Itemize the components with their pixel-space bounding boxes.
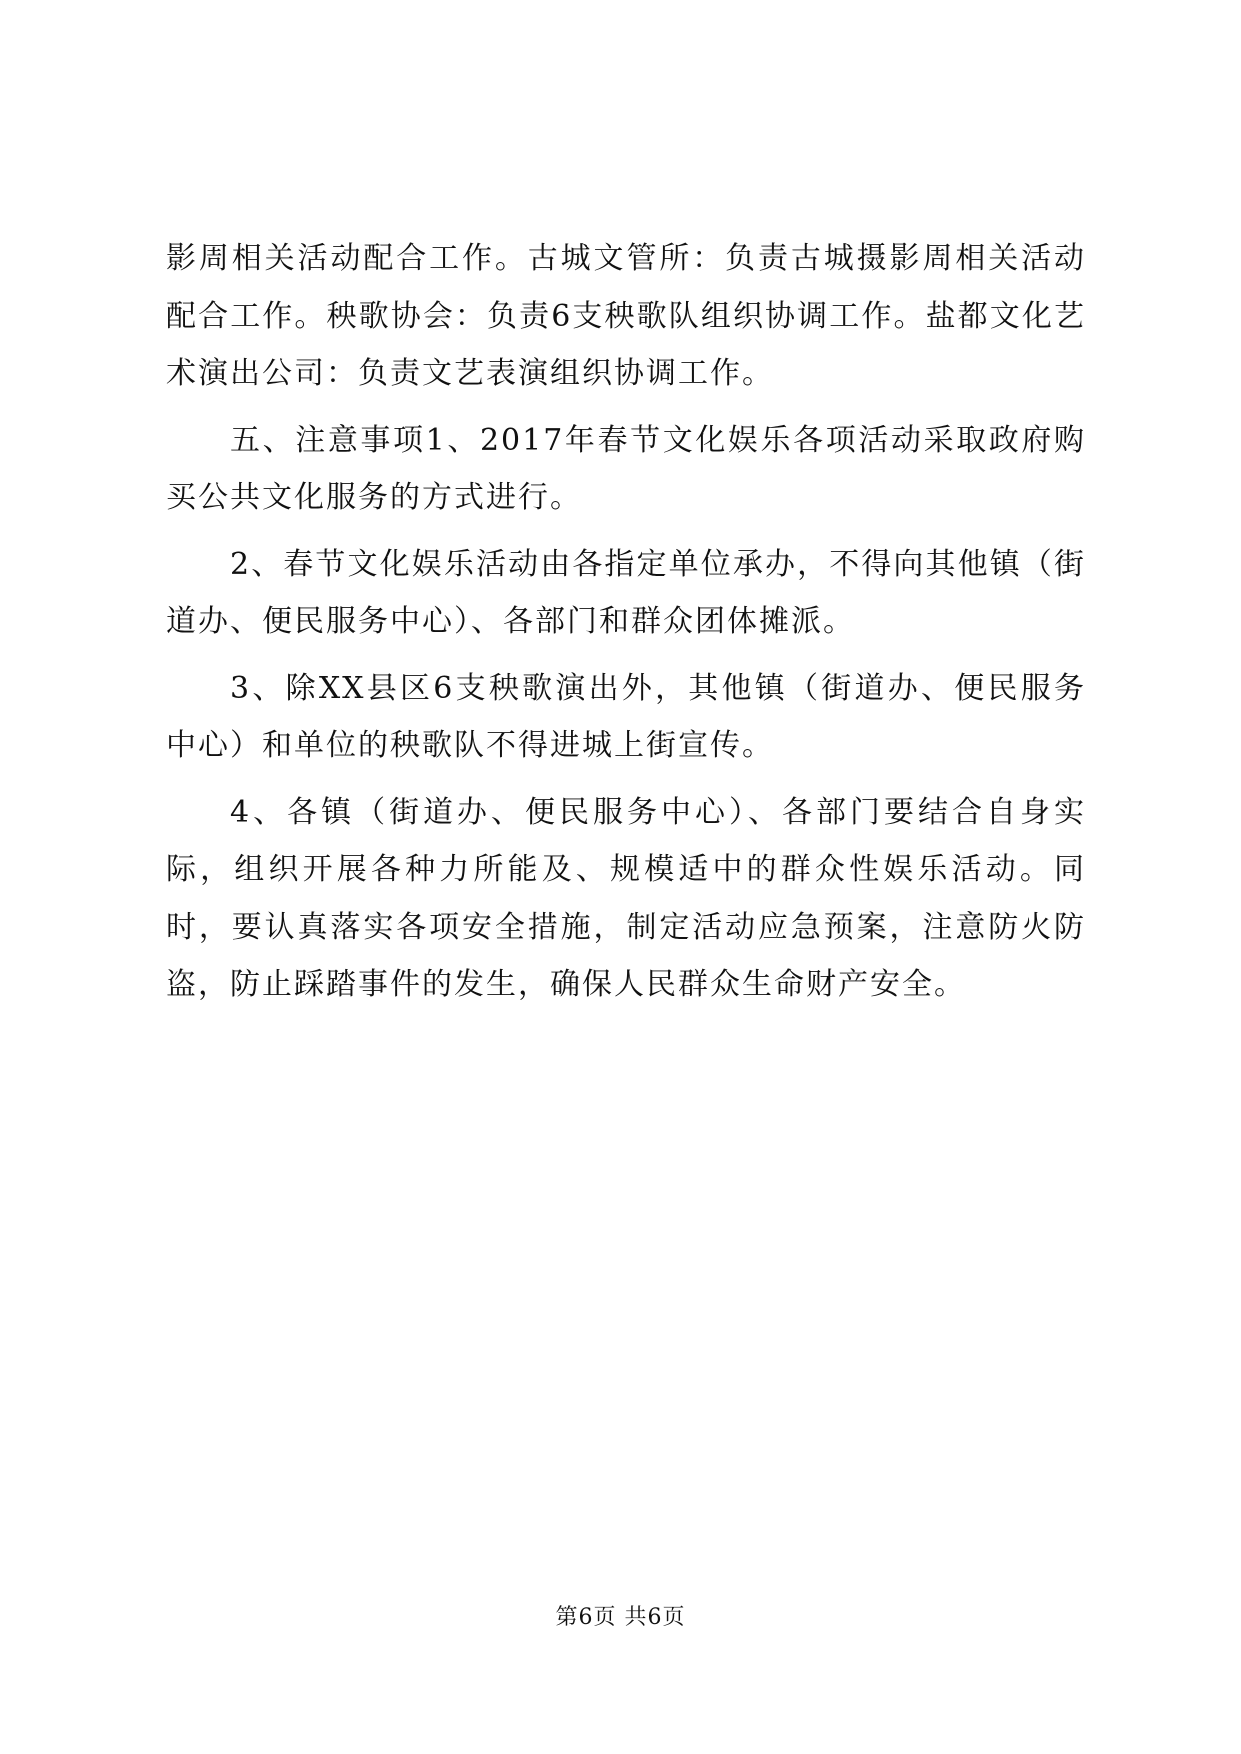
document-body: [166, 230, 1086, 1023]
paragraph-continuation: 影周相关活动配合工作。古城文管所：负责古城摄影周相关活动配合工作。秧歌协会：负责6支秧歌队组织协调工作。盐都文化艺术演出公司：负责文艺表演组织协调工作。: [166, 241, 1086, 391]
paragraph-note-4: 4、各镇（街道办、便民服务中心）、各部门要结合自身实际，组织开展各种力所能及、规模适中的群众性娱乐活动。同时，要认真落实各项安全措施，制定活动应急预案，注意防火防盗，防止踩踏事件的发生，确保人民群众生命财产安全。: [166, 794, 1086, 1002]
paragraph-notes-heading: 五、注意事项1、2017年春节文化娱乐各项活动采取政府购买公共文化服务的方式进行。: [166, 422, 1086, 515]
paragraph-note-3: 3、除XX县区6支秧歌演出外，其他镇（街道办、便民服务中心）和单位的秧歌队不得进城上街宣传。: [166, 670, 1086, 763]
page-footer: 第6页 共6页: [555, 1605, 686, 1630]
paragraph-note-2: 2、春节文化娱乐活动由各指定单位承办，不得向其他镇（街道办、便民服务中心）、各部门和群众团体摊派。: [166, 546, 1086, 639]
